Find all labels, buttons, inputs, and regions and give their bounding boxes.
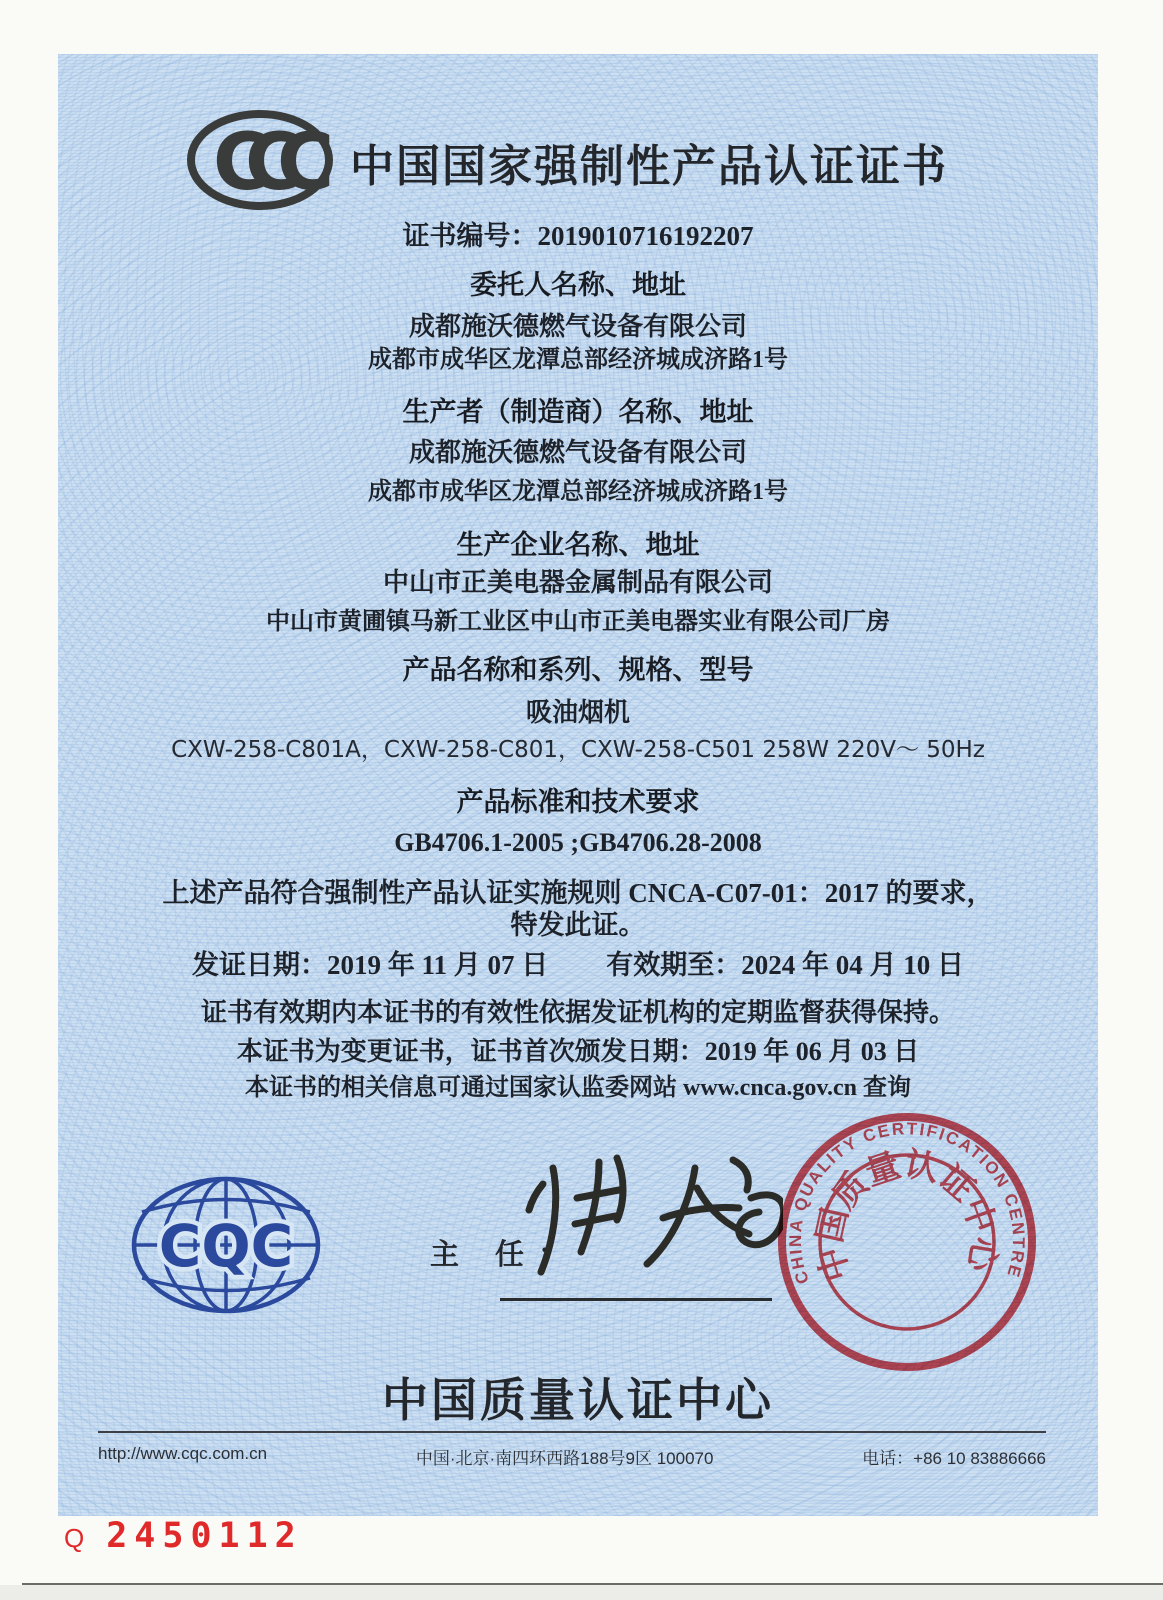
director-label: 主 任： bbox=[430, 1239, 582, 1271]
footer-url: http://www.cqc.com.cn bbox=[98, 1444, 268, 1463]
validity-note: 证书有效期内本证书的有效性依据发证机构的定期监督获得保持。 bbox=[200, 998, 955, 1027]
stamp-center-text: 中国质量认证中心 bbox=[810, 1145, 1004, 1286]
print-serial-prefix: Q bbox=[64, 1523, 85, 1553]
product-name: 吸油烟机 bbox=[525, 698, 630, 727]
svg-text:中国质量认证中心 bbox=[811, 1145, 1004, 1286]
factory-heading: 生产企业名称、地址 bbox=[456, 530, 700, 560]
cqc-letters: CQC bbox=[158, 1212, 294, 1280]
scan-bottom-strip bbox=[0, 1585, 1163, 1600]
footer bbox=[98, 1444, 1046, 1469]
footer-phone: 电话：+86 10 83886666 bbox=[862, 1449, 1046, 1468]
certificate-number bbox=[58, 214, 1098, 253]
footer-divider bbox=[98, 1431, 1046, 1433]
ccc-letters: CCC bbox=[213, 118, 335, 208]
stamp-ring-text: CHINA QUALITY CERTIFICATION CENTRE bbox=[785, 1119, 1029, 1287]
print-serial-number: 2450112 bbox=[106, 1516, 303, 1556]
standards-value: GB4706.1-2005 ;GB4706.28-2008 bbox=[394, 828, 762, 857]
certificate-number-value: 2019010716192207 bbox=[537, 221, 754, 251]
issue-date: 发证日期：2019 年 11 月 07 日 bbox=[191, 950, 549, 980]
manufacturer-address: 成都市成华区龙潭总部经济城成济路1号 bbox=[368, 479, 788, 505]
applicant-address: 成都市成华区龙潭总部经济城成济路1号 bbox=[368, 347, 788, 373]
expiry-date: 有效期至：2024 年 04 月 10 日 bbox=[606, 950, 964, 980]
product-heading: 产品名称和系列、规格、型号 bbox=[402, 655, 754, 685]
issuer-name: 中国质量认证中心 bbox=[382, 1374, 774, 1426]
ccc-mark-icon bbox=[185, 110, 335, 210]
certificate-title: 中国国家强制性产品认证证书 bbox=[350, 142, 948, 191]
factory-address: 中山市黄圃镇马新工业区中山市正美电器实业有限公司厂房 bbox=[266, 609, 890, 635]
dates-line bbox=[58, 948, 1098, 982]
product-models: CXW-258-C801A，CXW-258-C801，CXW-258-C501 258W 220V～ 50Hz bbox=[171, 737, 985, 763]
official-stamp bbox=[775, 1110, 1039, 1374]
info-note: 本证书的相关信息可通过国家认监委网站 www.cnca.gov.cn 查询 bbox=[245, 1075, 911, 1101]
manufacturer-heading: 生产者（制造商）名称、地址 bbox=[402, 397, 754, 427]
manufacturer-name: 成都施沃德燃气设备有限公司 bbox=[408, 438, 747, 467]
cqc-logo-icon bbox=[128, 1172, 324, 1318]
certificate-number-label: 证书编号： bbox=[402, 221, 538, 251]
applicant-name: 成都施沃德燃气设备有限公司 bbox=[408, 312, 747, 341]
print-serial bbox=[64, 1516, 303, 1556]
standards-heading: 产品标准和技术要求 bbox=[456, 787, 700, 817]
footer-address: 中国·北京·南四环西路188号9区 100070 bbox=[415, 1449, 714, 1468]
applicant-heading: 委托人名称、地址 bbox=[470, 270, 686, 300]
certificate-sheet bbox=[58, 54, 1098, 1516]
director-signature bbox=[513, 1140, 783, 1295]
statement-line1: 上述产品符合强制性产品认证实施规则 CNCA-C07-01：2017 的要求， bbox=[162, 878, 994, 908]
change-note: 本证书为变更证书，证书首次颁发日期：2019 年 06 月 03 日 bbox=[236, 1037, 920, 1066]
factory-name: 中山市正美电器金属制品有限公司 bbox=[382, 568, 773, 597]
statement-line2: 特发此证。 bbox=[510, 910, 646, 940]
signature-underline bbox=[500, 1298, 772, 1301]
